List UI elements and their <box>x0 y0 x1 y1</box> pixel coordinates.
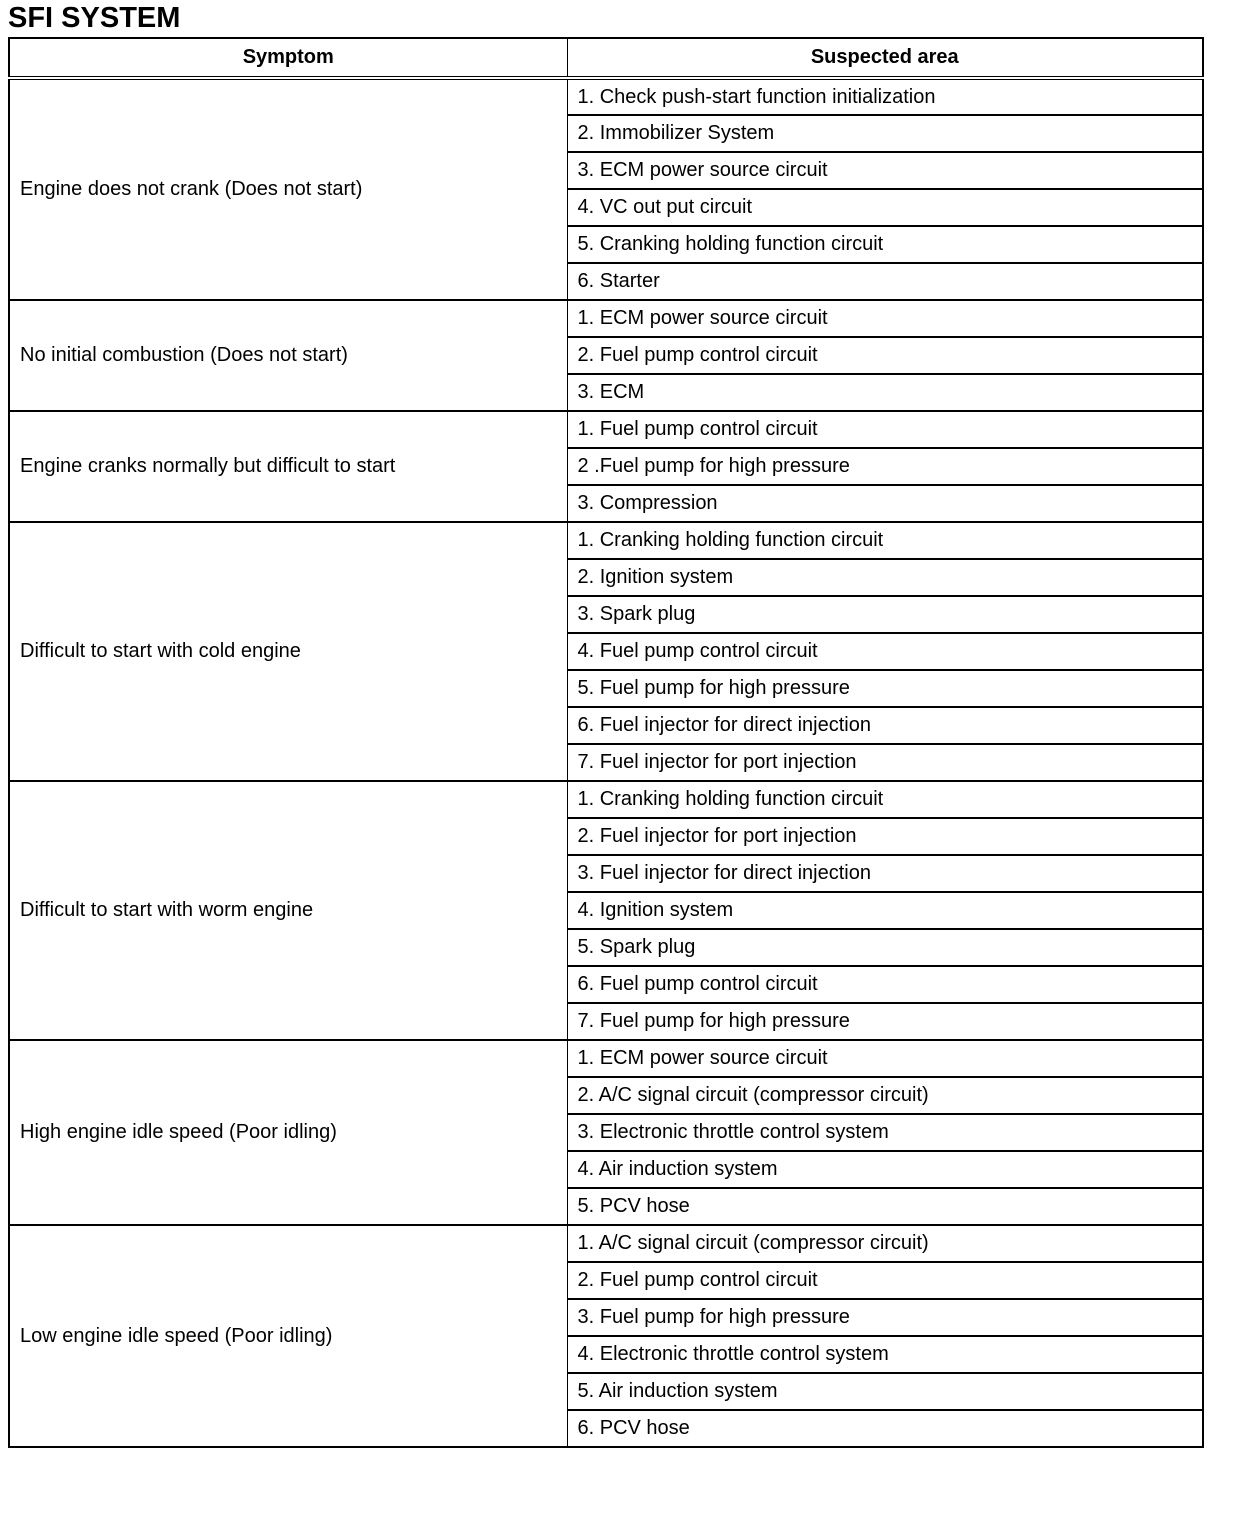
symptom-cell: Difficult to start with worm engine <box>9 781 567 1040</box>
suspected-area-cell: 1. ECM power source circuit <box>567 300 1203 337</box>
suspected-area-cell: 5. Air induction system <box>567 1373 1203 1410</box>
suspected-area-cell: 3. Fuel injector for direct injection <box>567 855 1203 892</box>
table-row <box>9 1225 1203 1262</box>
suspected-area-cell: 4. VC out put circuit <box>567 189 1203 226</box>
header-symptom: Symptom <box>9 38 567 78</box>
table-row <box>9 522 1203 559</box>
suspected-area-cell: 1. ECM power source circuit <box>567 1040 1203 1077</box>
table-row <box>9 781 1203 818</box>
suspected-area-cell: 3. Electronic throttle control system <box>567 1114 1203 1151</box>
table-row <box>9 300 1203 337</box>
suspected-area-cell: 2. Fuel injector for port injection <box>567 818 1203 855</box>
suspected-area-cell: 5. PCV hose <box>567 1188 1203 1225</box>
symptom-cell: High engine idle speed (Poor idling) <box>9 1040 567 1225</box>
suspected-area-cell: 1. Fuel pump control circuit <box>567 411 1203 448</box>
suspected-area-cell: 6. PCV hose <box>567 1410 1203 1447</box>
suspected-area-cell: 6. Fuel pump control circuit <box>567 966 1203 1003</box>
suspected-area-cell: 2. A/C signal circuit (compressor circuit) <box>567 1077 1203 1114</box>
symptom-cell: Engine does not crank (Does not start) <box>9 78 567 300</box>
suspected-area-cell: 6. Fuel injector for direct injection <box>567 707 1203 744</box>
suspected-area-cell: 7. Fuel pump for high pressure <box>567 1003 1203 1040</box>
suspected-area-cell: 4. Air induction system <box>567 1151 1203 1188</box>
suspected-area-cell: 6. Starter <box>567 263 1203 300</box>
suspected-area-cell: 4. Electronic throttle control system <box>567 1336 1203 1373</box>
suspected-area-cell: 1. Cranking holding function circuit <box>567 522 1203 559</box>
suspected-area-cell: 7. Fuel injector for port injection <box>567 744 1203 781</box>
symptom-cell: Difficult to start with cold engine <box>9 522 567 781</box>
page-title: SFI SYSTEM <box>8 2 181 34</box>
symptom-cell: Engine cranks normally but difficult to start <box>9 411 567 522</box>
header-suspected-area: Suspected area <box>567 38 1203 78</box>
suspected-area-cell: 5. Fuel pump for high pressure <box>567 670 1203 707</box>
symptom-cell: Low engine idle speed (Poor idling) <box>9 1225 567 1447</box>
symptom-table <box>8 37 1204 1448</box>
suspected-area-cell: 2 .Fuel pump for high pressure <box>567 448 1203 485</box>
suspected-area-cell: 3. Compression <box>567 485 1203 522</box>
suspected-area-cell: 5. Cranking holding function circuit <box>567 226 1203 263</box>
suspected-area-cell: 2. Fuel pump control circuit <box>567 337 1203 374</box>
symptom-cell: No initial combustion (Does not start) <box>9 300 567 411</box>
suspected-area-cell: 3. ECM <box>567 374 1203 411</box>
suspected-area-cell: 4. Ignition system <box>567 892 1203 929</box>
suspected-area-cell: 2. Ignition system <box>567 559 1203 596</box>
suspected-area-cell: 1. Cranking holding function circuit <box>567 781 1203 818</box>
table-row <box>9 78 1203 115</box>
suspected-area-cell: 2. Immobilizer System <box>567 115 1203 152</box>
table-row <box>9 1040 1203 1077</box>
suspected-area-cell: 2. Fuel pump control circuit <box>567 1262 1203 1299</box>
suspected-area-cell: 3. ECM power source circuit <box>567 152 1203 189</box>
suspected-area-cell: 5. Spark plug <box>567 929 1203 966</box>
table-header-row <box>9 38 1203 78</box>
table-row <box>9 411 1203 448</box>
suspected-area-cell: 1. Check push-start function initialization <box>567 78 1203 115</box>
table-body <box>9 78 1203 1447</box>
suspected-area-cell: 3. Fuel pump for high pressure <box>567 1299 1203 1336</box>
suspected-area-cell: 1. A/C signal circuit (compressor circuit) <box>567 1225 1203 1262</box>
suspected-area-cell: 3. Spark plug <box>567 596 1203 633</box>
suspected-area-cell: 4. Fuel pump control circuit <box>567 633 1203 670</box>
